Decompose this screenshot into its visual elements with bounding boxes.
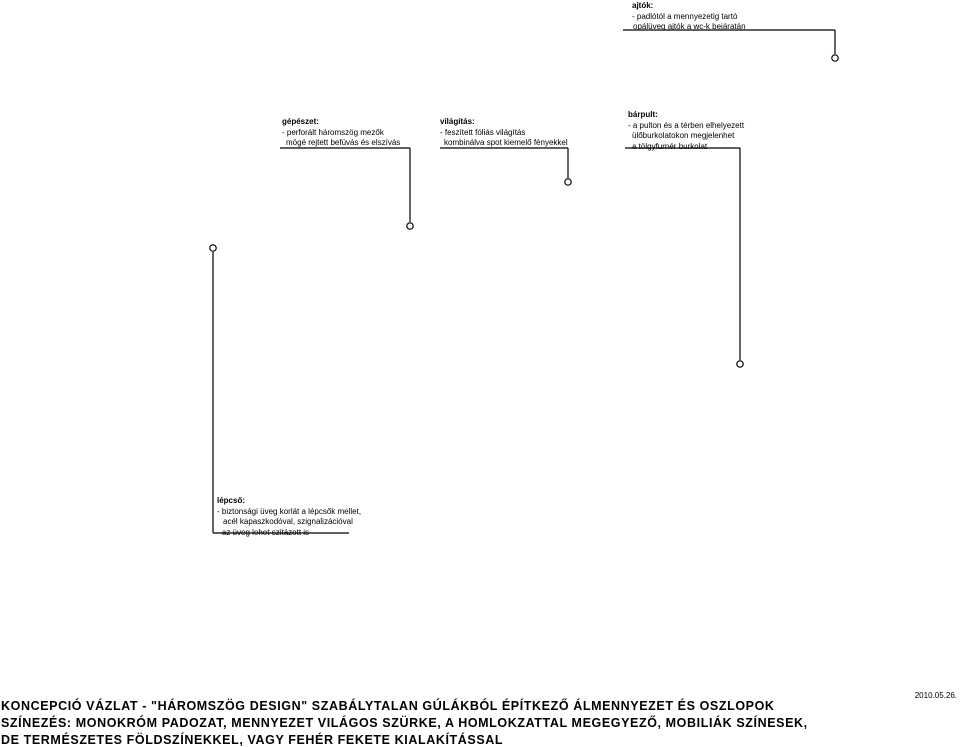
marker-lepcso xyxy=(210,245,216,251)
note-vilagitas-line-1: - feszített fóliás világítás xyxy=(440,127,526,137)
note-ajtok xyxy=(632,1,746,33)
note-lepcso-line-1: - biztonsági üveg korlát a lépcsők mellet, xyxy=(217,506,362,516)
note-vilagitas xyxy=(440,117,568,149)
leader-vilagitas xyxy=(440,148,571,185)
leader-gepeszet xyxy=(280,148,413,229)
note-barpult-line-2: ülőburkolatokon megjelenhet xyxy=(632,131,735,140)
note-lepcso-title: lépcső: xyxy=(217,496,246,505)
note-barpult-title: bárpult: xyxy=(628,110,658,119)
note-barpult-line-3: a tölgyfurnér burkolat xyxy=(632,141,708,151)
note-barpult xyxy=(628,110,744,152)
note-ajtok-line-1: - padlótól a mennyezetig tartó xyxy=(632,11,738,21)
note-lepcso-line-3: - az üveg lehet szitázott is xyxy=(217,527,310,537)
note-vilagitas-line-2: kombinálva spot kiemelő fényekkel xyxy=(444,138,568,147)
footer-line-1: KONCEPCIÓ VÁZLAT - "HÁROMSZÖG DESIGN" SZABÁLYTALAN GÚLÁKBÓL ÉPÍTKEZŐ ÁLMENNYEZET ÉS OSZLOPOK xyxy=(1,699,775,713)
note-barpult-line-1: - a pulton és a térben elhelyezett xyxy=(628,120,745,130)
footer-date: 2010.05.26. xyxy=(914,691,957,700)
marker-barpult xyxy=(737,361,743,367)
note-gepeszet-title: gépészet: xyxy=(282,117,319,126)
marker-ajtok xyxy=(832,55,838,61)
note-vilagitas-title: világítás: xyxy=(440,117,475,126)
footer-line-2: SZÍNEZÉS: MONOKRÓM PADOZAT, MENNYEZET VILÁGOS SZÜRKE, A HOMLOKZATTAL MEGEGYEZŐ, MOBILIÁK SZÍNESEK, xyxy=(1,716,808,730)
marker-gepeszet xyxy=(407,223,413,229)
leader-ajtok xyxy=(623,30,838,61)
marker-vilagitas xyxy=(565,179,571,185)
leader-lepcso xyxy=(210,245,349,533)
note-gepeszet-line-2: mögé rejtett befúvás és elszívás xyxy=(286,138,401,147)
note-gepeszet xyxy=(282,117,400,149)
leader-barpult xyxy=(625,148,743,367)
note-ajtok-line-2: opálüveg ajtók a wc-k bejáratán xyxy=(633,22,746,31)
note-gepeszet-line-1: - perforált háromszög mezők xyxy=(282,127,384,137)
footer-line-3: DE TERMÉSZETES FÖLDSZÍNEKKEL, VAGY FEHÉR FEKETE KIALAKÍTÁSSAL xyxy=(1,733,504,747)
note-ajtok-title: ajtók: xyxy=(632,1,654,10)
note-lepcso xyxy=(217,496,361,538)
note-lepcso-line-2: acél kapaszkodóval, szignalizációval xyxy=(223,517,353,526)
